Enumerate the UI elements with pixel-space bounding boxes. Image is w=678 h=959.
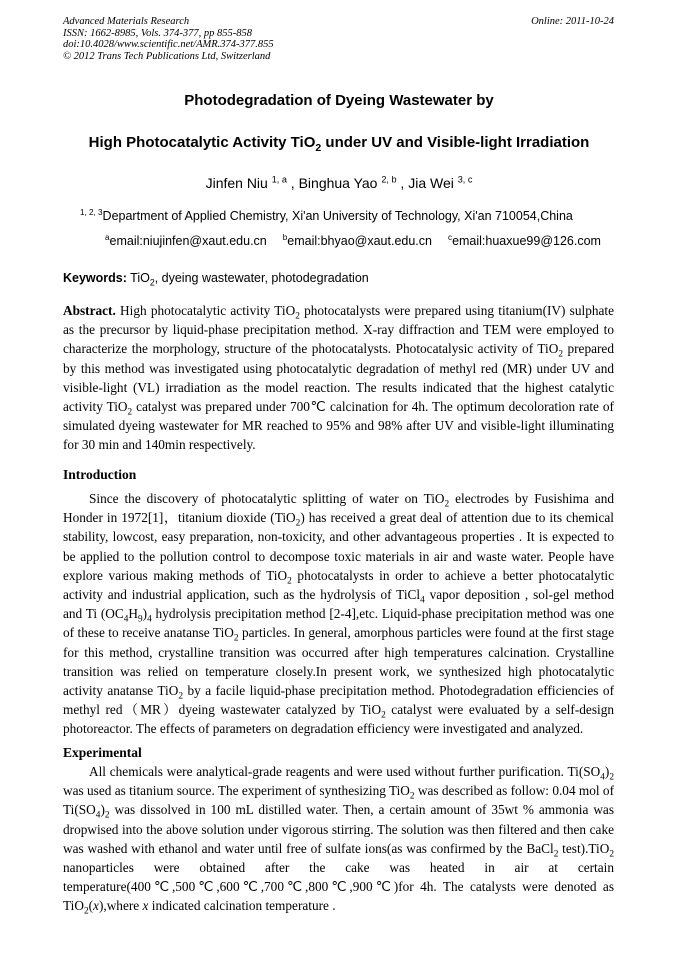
email-b[interactable]: $^b$email:bhyao@xaut.edu.cn xyxy=(282,232,432,248)
issn-line: ISSN: 1662-8985, Vols. 374-377, pp 855-858 xyxy=(63,27,252,39)
doi-line: doi:10.4028/www.scientific.net/AMR.374-377.855 xyxy=(63,39,274,50)
online-date: Online: 2011-10-24 xyxy=(531,16,614,27)
section-heading-introduction: Introduction xyxy=(63,467,137,482)
experimental-body: All chemicals were analytical-grade reagents and were used without further purification. $Ti(SO_4)_2$ was used as titanium source. The experiment of synthesizing TiO$_2$ was described as follow: 0.04 mol of $Ti(SO_4)_2$ was dissolved in 100 mL distilled water. Then, a certain amount of 35wt % ammonia was dropwised into the above solution under vigorous stirring. The solution was then filtered and then cake was washed with ethanol and water until free of sulfate ions(as was confirmed by the BaCl$_2$ test).TiO$_2$ nanoparticles were obtained after the cake was heated in air at certain temperature(400℃,500℃,600℃,700℃,800℃,900℃)for 4h. The catalysts were denoted as TiO$_2$(x),where x indicated calcination temperature . xyxy=(63,764,614,918)
abstract-label: Abstract. xyxy=(63,303,116,318)
paper-title-line1: Photodegradation of Dyeing Wastewater by xyxy=(184,92,494,109)
keywords: Keywords: TiO$_2$, dyeing wastewater, photodegradation xyxy=(63,271,369,288)
keywords-label: Keywords: xyxy=(63,271,127,285)
author-list: Jinfen Niu $^{1, a}$ , Binghua Yao $^{2, b}$ , Jia Wei $^{3, c}$ xyxy=(205,174,473,191)
author-name: Jia Wei xyxy=(408,175,458,191)
paper-title-line2: High Photocatalytic Activity TiO$_2$ under UV and Visible-light Irradiation xyxy=(88,134,590,154)
affiliation: $^{1, 2, 3}$Department of Applied Chemistry, Xi'an University of Technology, Xi'an 710054,China xyxy=(80,207,573,223)
author-name: Jinfen Niu xyxy=(205,175,272,191)
abstract: Abstract. High photocatalytic activity TiO$_2$ photocatalysts were prepared using titanium(IV) sulphate as the precursor by liquid-phase precipitation method. X-ray diffraction and TEM were employed to characterize the morphology, structure of the photocatalysts. Photocatalysic activity of TiO$_2$ prepared by this method was investigated using photocatalytic degradation of methyl red (MR) under UV and visible-light (VL) irradiation as the model reaction. The results indicated that the highest catalytic activity TiO$_2$ catalyst was prepared under 700℃ calcination for 4h. The optimum decoloration rate of simulated dyeing wastewater for MR reached to 95% and 98% after UV and visible-light illuminating for 30 min and 140min respectively. xyxy=(63,303,614,453)
introduction-body: Since the discovery of photocatalytic splitting of water on TiO$_2$ electrodes by Fusishima and Honder in 1972[1]，titanium dioxide (TiO$_2$) has received a great deal of attention due to its chemical stability, lowcost, easy preparation, non-toxicity, and other advantageous properties . It is expected to be applied to the pollution control to decompose toxic materials in air and waste water. People have explore various making methods of TiO$_2$ photocatalysts in order to achieve a better photocatalytic activity and industrial application, such as the hydrolysis of TiCl$_4$ vapor deposition , sol-gel method and Ti $(OC_4H_9)_4$ hydrolysis precipitation method [2-4],etc. Liquid-phase precipitation method was one of these to receive anatanse TiO$_2$ particles. In general, amorphous particles were found at the first stage for this method, crystalline transition was occurred after high temperatures calcination. Crystalline transition was relied on temperature closely.In present work, we synthesized high photocatalytic activity anatanse TiO$_2$ by a facile liquid-phase precipitation method. Photodegradation efficiencies of methyl red（MR）dyeing wastewater catalyzed by TiO$_2$ catalyst were evaluated by a self-design photoreactor. The effects of parameters on degradation efficiency were investigated and analyzed. xyxy=(63,491,615,737)
journal-header xyxy=(63,16,274,62)
email-a[interactable]: $^a$email:niujinfen@xaut.edu.cn xyxy=(105,232,267,248)
journal-name: Advanced Materials Research xyxy=(63,16,190,27)
author-name: Binghua Yao xyxy=(298,175,382,191)
section-heading-experimental: Experimental xyxy=(63,745,142,760)
email-c[interactable]: $^c$email:huaxue99@126.com xyxy=(448,232,601,248)
copyright-line: © 2012 Trans Tech Publications Ltd, Switzerland xyxy=(63,50,271,62)
email-list xyxy=(105,234,615,248)
